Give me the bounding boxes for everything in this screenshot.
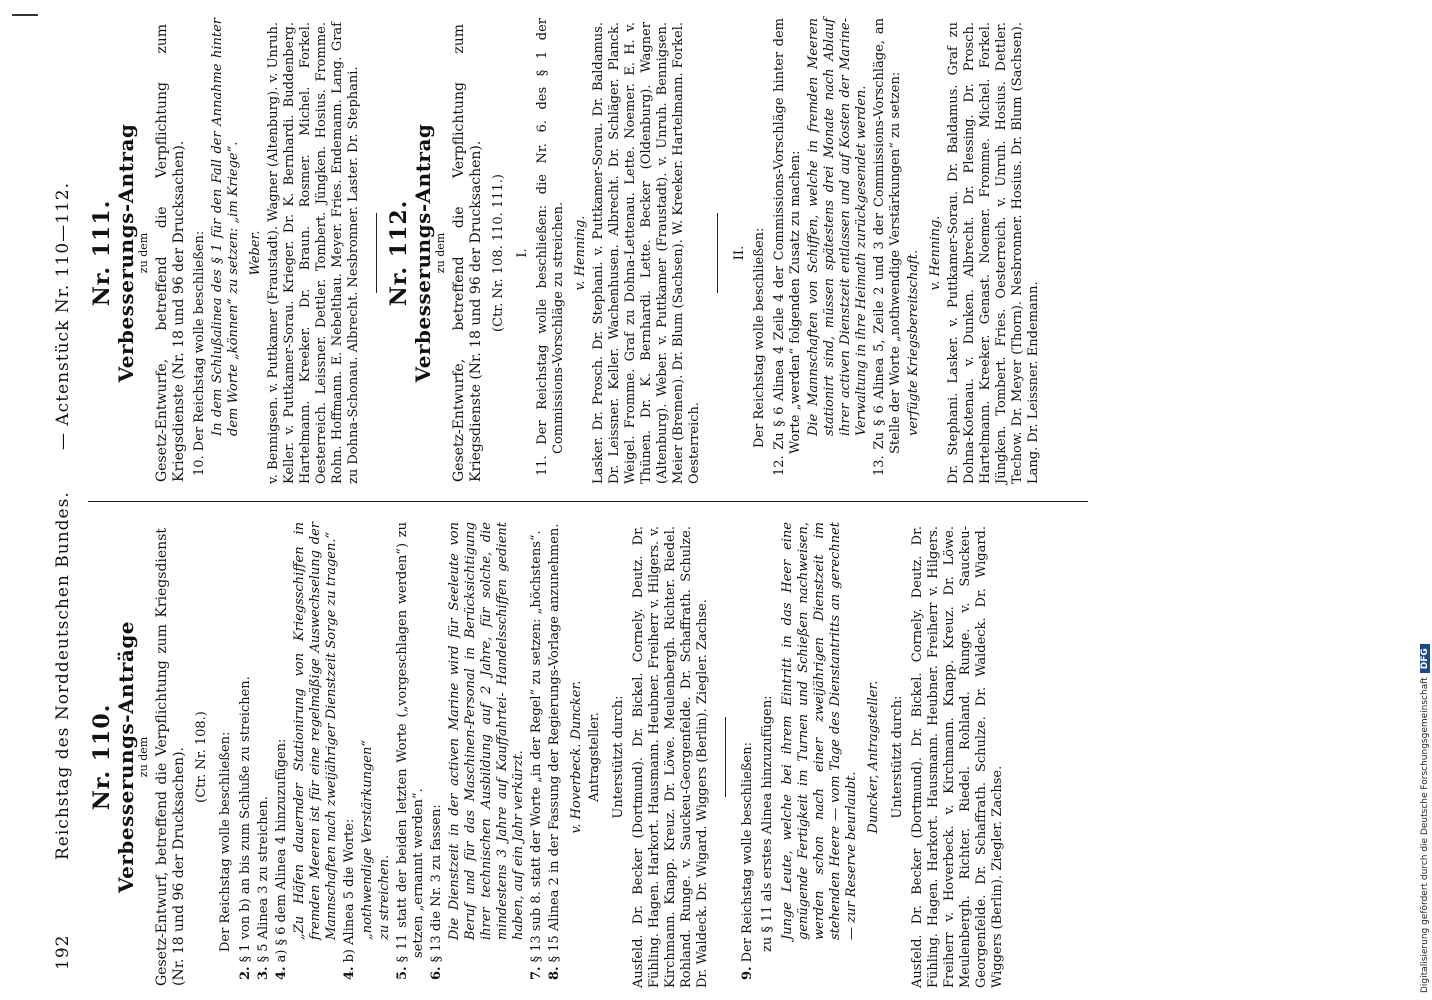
item-text: § 15 Alinea 2 in der Fassung der Regierungs-Vorlage anzunehmen. bbox=[547, 523, 562, 963]
dfg-credit-text: Digitalisierung gefördert durch die Deutsche Forschungsgemeinschaft bbox=[1420, 677, 1430, 993]
nr112-intro: Gesetz-Entwurfe, betreffend die Verpflichtung zum Kriegsdienste (Nr. 18 und 96 der Drucksachen). bbox=[451, 24, 484, 482]
nr110-item-8: 8.§ 15 Alinea 2 in der Fassung der Regierungs-Vorlage anzunehmen. bbox=[547, 523, 562, 980]
page-number: 192 bbox=[53, 934, 73, 970]
nr110-intro: Gesetz-Entwurf, betreffend die Verpflichtung zum Kriegsdienst (Nr. 18 und 96 der Drucksachen). bbox=[154, 528, 187, 986]
nr111-title: Verbesserungs-Antrag bbox=[114, 123, 138, 383]
nr110-signature-1-role: Antragsteller. bbox=[587, 712, 602, 802]
nr111-support-names: v. Bennigsen. v. Puttkamer (Fraustadt). Wagner (Altenburg). v. Unruh. Keller. v. Puttkamer-Sorau. Krieger. Dr. K. Bernhardi. Buddenberg. Hartelmann. Kreeker. Dr. Braun. Rosmer. Michel. Forkel. Oesterreich. Leissner. Dettler. Tombert. Jüngken. Hosius. Fromme. Rohn. Hoffmann. E. Nebelthau. Meyer. Fries. Endemann. Lang. Graf zu Dohna-Schonau. Albrecht. Nesbronner. Laster. Dr. Stephani. bbox=[266, 22, 361, 484]
nr110-quote-4a: „Zu Häfen dauernder Stationirung von Kriegsschiffen in fremden Meeren ist für eine regelmäßige Auswechselung der Mannschaften nach zweijähriger Dienstzeit Sorge zu tragen.“ bbox=[292, 522, 339, 940]
nr110-item-5: 5.§ 11 statt der beiden letzten Worte („vorgeschlagen werden“) zu setzen „ernannt werden“. bbox=[395, 522, 426, 980]
nr110-item-7: 7.§ 13 sub 8. statt der Worte „in der Regel“ zu setzen: „höchstens“. bbox=[529, 530, 544, 980]
nr112-support-2-names: Dr. Stephani. Lasker. v. Puttkamer-Sorau. Dr. Baldamus. Graf zu Dohna-Kotenau. v. Dunken. Albrecht. Dr. Plessing. Dr. Prosch. Hartelmann. Kreeker. Genast. Noemer. Fromme. Michel. Forkel. Jüngken. Tombert. Fries. Oesterreich. v. Unruh. Hosius. Dettler. Techow. Dr. Meyer (Thorn). Nesbronner. Hosius. Dr. Blum (Sachsen). Lang. Dr. Leissner. Endemann. bbox=[946, 22, 1041, 484]
nr110-support-1-heading: Unterstützt durch: bbox=[611, 695, 626, 819]
nr110-item-2 bbox=[238, 522, 254, 992]
item-number: 3. bbox=[256, 966, 271, 980]
item-text: b) Alinea 5 die Worte: bbox=[342, 818, 357, 963]
column-divider bbox=[88, 501, 1088, 502]
item-number: 4. bbox=[274, 966, 289, 980]
item-text: a) § 6 dem Alinea 4 hinzuzufügen: bbox=[274, 738, 289, 963]
section-rule bbox=[725, 717, 726, 797]
nr112-item-12: 12. Zu § 6 Alinea 4 Zeile 4 der Commissions-Vorschläge hinter dem Worte „werden“ folgenden Zusatz zu machen: bbox=[772, 18, 803, 476]
running-head bbox=[50, 30, 76, 970]
nr112-quote-13: verfügte Kriegsbereitschaft. bbox=[906, 249, 921, 436]
nr112-cite: (Ctr. Nr. 108. 110. 111.) bbox=[491, 174, 506, 332]
item-text: § 13 die Nr. 3 zu fassen: bbox=[429, 804, 444, 963]
nr111-signature: Weber. bbox=[248, 230, 263, 276]
running-title: Reichstag des Norddeutschen Bundes. bbox=[53, 491, 73, 860]
dfg-logo: DFG bbox=[1420, 644, 1430, 673]
nr112-signature-1: v. Henning. bbox=[573, 215, 588, 291]
nr110-lead: Der Reichstag wolle beschließen: bbox=[218, 731, 233, 952]
nr112-roman-1: I. bbox=[515, 248, 530, 258]
item-text: Der Reichstag wolle beschließen: bbox=[740, 741, 755, 963]
nr110-signature-2: Duncker, Antragsteller. bbox=[866, 680, 881, 834]
running-title-actenstueck: — Actenstück Nr. 110—112. bbox=[53, 181, 73, 450]
nr110-quote-4b: „nothwendige Verstärkungen“ bbox=[360, 740, 375, 940]
nr110-quote-4b-strike: zu streichen. bbox=[377, 854, 392, 940]
nr111-quote-10: In dem Schlußalinea des § 1 für den Fall der Annahme hinter dem Worte „können“ zu setzen: „im Kriege“. bbox=[210, 18, 241, 436]
nr111-item-10: 10. Der Reichstag wolle beschließen: bbox=[192, 230, 207, 476]
nr110-signature-1: v. Hoverbeck. Duncker. bbox=[569, 680, 584, 834]
nr111-intro: Gesetz-Entwurfe, betreffend die Verpflichtung zum Kriegsdienste (Nr. 18 und 96 der Drucksachen). bbox=[154, 24, 187, 482]
item-text: § 11 statt der beiden letzten Worte („vorgeschlagen werden“) zu setzen „ernannt werden“. bbox=[395, 522, 426, 963]
section-rule bbox=[376, 213, 377, 293]
nr112-roman-2: II. bbox=[732, 245, 747, 261]
nr112-signature-2: v. Henning. bbox=[928, 215, 943, 291]
column-nr110 bbox=[86, 522, 1006, 992]
nr110-item-9-sub: zu § 11 als erstes Alinea hinzuzufügen: bbox=[760, 695, 775, 952]
nr110-support-2-heading: Unterstützt durch: bbox=[890, 695, 905, 819]
item-number: 2. bbox=[238, 966, 253, 980]
nr110-zu-dem: zu dem bbox=[137, 736, 150, 778]
nr110-item-9: 9.Der Reichstag wolle beschließen: bbox=[740, 741, 755, 980]
nr110-quote-6: Die Dienstzeit in der activen Marine wird für Seeleute von Beruf und für das Maschinen-Personal in Berücksichtigung ihrer technischen Ausbildung auf 2 Jahre, für solche, die mindestens 3 Jahre auf Kauffahrtei- Handelsschiffen gedient haben, auf ein Jahr verkürzt. bbox=[447, 522, 526, 940]
item-text: § 5 Alinea 3 zu streichen. bbox=[256, 796, 271, 963]
nr112-item-13: 13. Zu § 6 Alinea 5, Zeile 2 und 3 der Commissions-Vorschläge, an Stelle der Worte „nothwendige Verstärkungen“ zu setzen: bbox=[872, 18, 903, 476]
nr110-cite: (Ctr. Nr. 108.) bbox=[194, 711, 209, 803]
item-text: § 1 von b) an bis zum Schluße zu streichen. bbox=[238, 676, 253, 963]
nr111-number: Nr. 111. bbox=[89, 199, 115, 307]
nr112-zu-dem: zu dem bbox=[434, 232, 447, 274]
nr112-number: Nr. 112. bbox=[386, 199, 412, 307]
nr111-zu-dem: zu dem bbox=[137, 232, 150, 274]
nr110-item-4b: 4.b) Alinea 5 die Worte: bbox=[342, 818, 357, 980]
nr112-support-1-names: Lasker. Dr. Prosch. Dr. Stephani. v. Puttkamer-Sorau. Dr. Baldamus. Dr. Leissner. Keller. Wachenhusen. Albrecht. Dr. Schläger. Planck. Weigel. Fromme. Graf zu Dohna-Lettenau. Lette. Noemer. E. H. v. Thünen. Dr. K. Bernhardi. Lette. Becker (Oldenburg). Wagner (Altenburg). Weber. v. Puttkamer (Fraustadt). v. Unruh. Bennigsen. Meier (Bremen). Dr. Blum (Sachsen). W. Kreeker. Hartelmann. Forkel. Oesterreich. bbox=[591, 22, 702, 484]
nr110-item-4a bbox=[274, 522, 290, 992]
nr110-item-3 bbox=[256, 522, 272, 992]
nr110-quote-9: Junge Leute, welche bei ihrem Eintritt in das Heer eine genügende Fertigkeit im Turnen und Schießen nachweisen, werden schon nach einer zweijährigen Dienstzeit im stehenden Heere — vom Tage des Dienstantritts an gerechnet — zur Reserve beurlaubt. bbox=[780, 522, 859, 940]
nr112-quote-12: Die Mannschaften von Schiffen, welche in fremden Meeren stationirt sind, müssen spätestens drei Monate nach Ablauf ihrer activen Dienstzeit entlassen und auf Kosten der Marine-Verwaltung in ihre Heimath zurückgesendet werden. bbox=[806, 18, 869, 436]
dfg-credit bbox=[1418, 3, 1432, 993]
column-nr111-112 bbox=[86, 18, 1042, 488]
nr112-item-11: 11. Der Reichstag wolle beschließen: die Nr. 6. des § 1 der Commissions-Vorschläge zu streichen. bbox=[535, 18, 566, 476]
nr112-lead-2: Der Reichstag wolle beschließen: bbox=[752, 227, 767, 448]
nr110-item-6: 6.§ 13 die Nr. 3 zu fassen: bbox=[429, 804, 444, 980]
nr112-title: Verbesserungs-Antrag bbox=[411, 123, 435, 383]
nr110-title: Verbesserungs-Anträge bbox=[114, 620, 138, 894]
nr110-number: Nr. 110. bbox=[89, 703, 115, 811]
nr110-support-1-names: Ausfeld. Dr. Becker (Dortmund). Dr. Bickel. Cornely. Deutz. Dr. Fühling. Hagen. Harkort. Hausmann. Heubner. Freiherr v. Hilgers. v. Kirchmann. Knapp. Kreuz. Dr. Löwe. Meulenbergh. Richter. Riedel. Rohland. Runge. v. Sauckeu-Georgenfelde. Dr. Schaffrath. Schulze. Dr. Waldeck. Dr. Wigard. Wiggers (Berlin). Ziegler. Zachse. bbox=[631, 526, 710, 988]
nr110-support-2-names: Ausfeld. Dr. Becker (Dortmund). Dr. Bickel. Cornely. Deutz. Dr. Fühling. Hagen. Harkort. Hausmann. Heubner. Freiherr v. Hilgers. Freiherr v. Hoverbeck. v. Kirchmann. Knapp. Kreuz. Dr. Löwe. Meulenbergh. Richter. Riedel. Rohland. Runge. v. Sauckeu-Georgenfelde. Dr. Schaffrath. Schulze. Dr. Waldeck. Dr. Wigard. Wiggers (Berlin). Ziegler. Zachse. bbox=[910, 526, 1005, 988]
section-rule bbox=[717, 213, 718, 293]
item-text: § 13 sub 8. statt der Worte „in der Regel“ zu setzen: „höchstens“. bbox=[529, 530, 544, 963]
